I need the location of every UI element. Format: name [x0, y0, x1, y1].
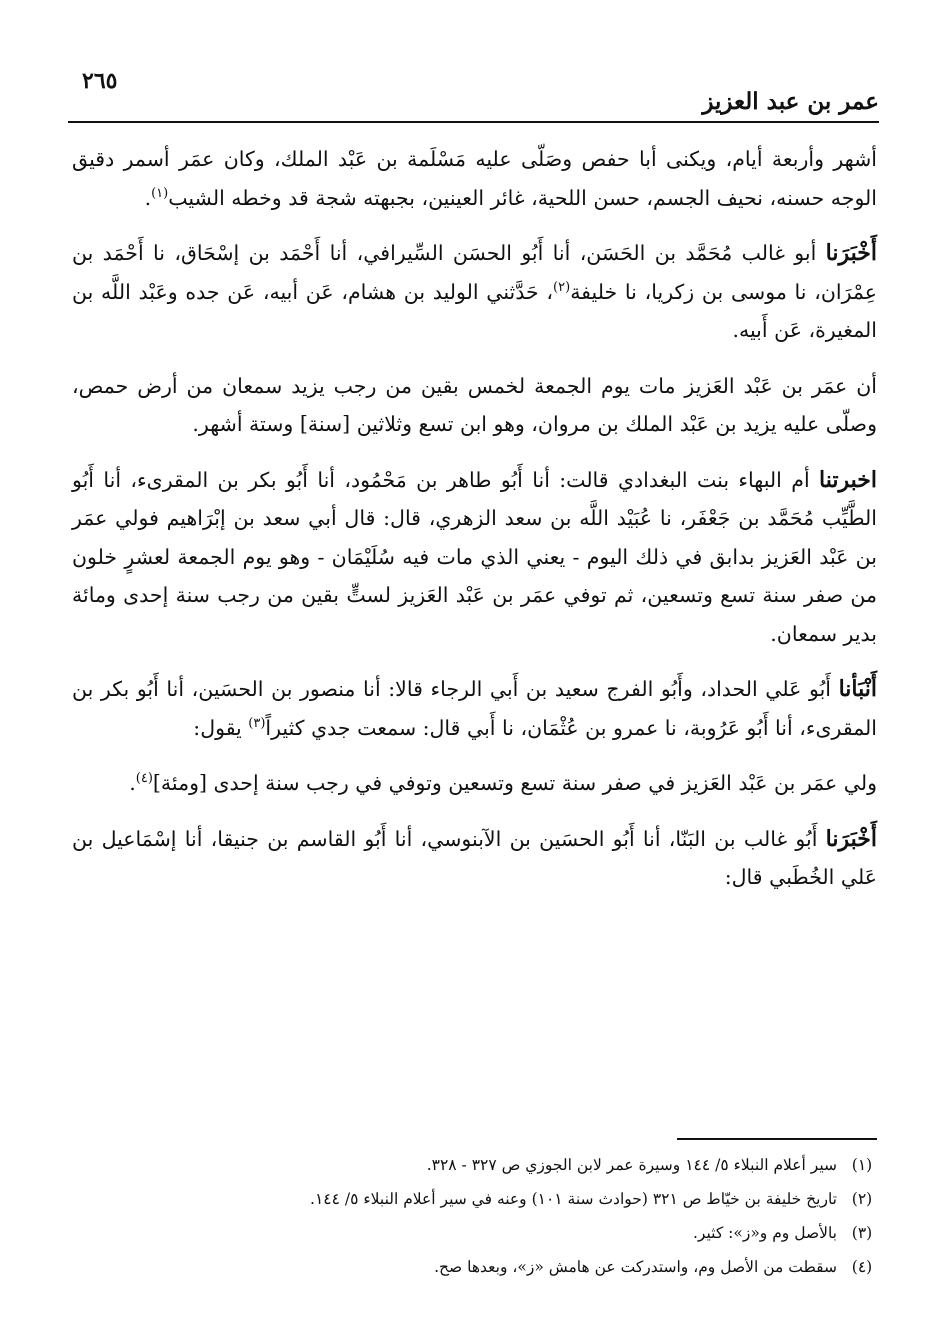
paragraph [72, 367, 877, 444]
body-text [72, 140, 877, 914]
footnote-number: (٤) [851, 1258, 873, 1276]
paragraph-lead: اخبرتنا [819, 466, 877, 493]
paragraph-lead: أَخْبَرَنا [825, 240, 877, 266]
paragraph-tail: . [144, 185, 152, 210]
paragraph [72, 820, 877, 897]
footnote-number: (١) [851, 1156, 873, 1174]
paragraph [72, 461, 877, 654]
page-number: ٢٦٥ [82, 68, 118, 94]
footnote [72, 1148, 873, 1182]
footnote-number: (٣) [851, 1224, 873, 1242]
footnote [72, 1182, 873, 1216]
footnote [72, 1216, 873, 1250]
paragraph [72, 234, 877, 350]
paragraph-tail: يقول: [193, 715, 249, 740]
paragraph-text: أبو غالب مُحَمَّد بن الحَسَن، أنا أَبُو الحسَن السِّيرافي، أنا أَحْمَد بن إسْحَاق، نا أَحْمَد بن عِمْرَان، نا موسى بن زكريا، نا خليفة [72, 241, 878, 304]
paragraph [72, 670, 877, 747]
paragraph-tail: . [129, 771, 136, 795]
header-rule [68, 121, 879, 123]
paragraph [72, 140, 877, 217]
running-head: عمر بن عبد العزيز [702, 88, 879, 115]
paragraph-lead: أَنْبَأنا [838, 676, 877, 702]
footnote-text: تاريخ خليفة بن خيّاط ص ٣٢١ (حوادث سنة ١٠١) وعنه في سير أعلام النبلاء ٥/ ١٤٤. [310, 1190, 837, 1208]
footnote-ref: (٣) [248, 715, 266, 731]
paragraph-lead: أَخْبَرَنا [825, 825, 877, 852]
footnote-text: سير أعلام النبلاء ٥/ ١٤٤ وسيرة عمر لابن الجوزي ص ٣٢٧ - ٣٢٨. [426, 1156, 837, 1174]
paragraph-text: أن عمَر بن عَبْد العَزيز مات يوم الجمعة لخمس بقين من رجب يزيد سمعان من أرض حمص، وصلّى عليه يزيد بن عَبْد الملك بن مروان، وهو ابن تسع وثلاثين [سنة] وستة أشهر. [72, 373, 877, 436]
footnote-ref: (١) [151, 185, 169, 201]
paragraph-tail: ، حَدَّثني الوليد بن هشام، عَن أبيه، عَن جده وعَبْد اللَّه بن المغيرة، عَن أَبيه. [72, 279, 877, 342]
footnotes [72, 1148, 873, 1284]
footnote-ref: (٢) [553, 279, 571, 295]
footnote [72, 1250, 873, 1284]
footnote-rule [677, 1138, 877, 1140]
paragraph [72, 764, 877, 803]
footnote-number: (٢) [851, 1190, 873, 1208]
paragraph-text: أم البهاء بنت البغدادي قالت: أنا أَبُو طاهر بن مَحْمُود، أنا أَبُو بكر بن المقرىء، أنا أَبُو الطَّيِّب مُحَمَّد بن جَعْفَر، نا عُبَيْد اللَّه بن سعد الزهري، قال: قال أبي سعد بن إبْرَاهيم فولي عمَر بن عَبْد العَزيز بدابق في ذلك اليوم - يعني الذي مات فيه سُلَيْمَان - وهو يوم الجمعة لعشرٍ خلون من صفر سنة تسع وتسعين، ثم توفي عمَر بن عَبْد العَزيز لستٍّ بقين من رجب سنة إحدى ومائة بدير سمعان. [72, 467, 877, 646]
paragraph-text: أشهر وأربعة أيام، ويكنى أبا حفص وصَلّى عليه مَسْلَمة بن عَبْد الملك، وكان عمَر أسمر دقيق الوجه حسنه، نحيف الجسم، حسن اللحية، غائر العينين، بجبهته شجة قد وخطه الشيب [72, 147, 877, 210]
footnote-text: بالأصل وم و«ز»: كثير. [692, 1224, 837, 1242]
paragraph-text: أَبُو عَلي الحداد، وأَبُو الفرج سعيد بن أَبي الرجاء قالا: أنا منصور بن الحسَين، أنا أَبُو بكر بن المقرىء، أنا أَبُو عَرُوبة، نا عمرو بن عُثْمَان، نا أَبي قال: سمعت جدي كثيراً [72, 677, 877, 740]
paragraph-text: ولي عمَر بن عَبْد العَزيز في صفر سنة تسع وتسعين وتوفي في رجب سنة إحدى [ومئة] [152, 771, 877, 795]
footnote-ref: (٤) [135, 771, 153, 787]
footnote-text: سقطت من الأصل وم، واستدركت عن هامش «ز»، وبعدها صح. [434, 1258, 837, 1276]
paragraph-text: أَبُو غالب بن البَنّا، أنا أَبُو الحسَين بن الآبنوسي، أنا أَبُو القاسم بن جنيقا، أنا إسْمَاعيل بن عَلي الخُطَبي قال: [72, 826, 877, 889]
